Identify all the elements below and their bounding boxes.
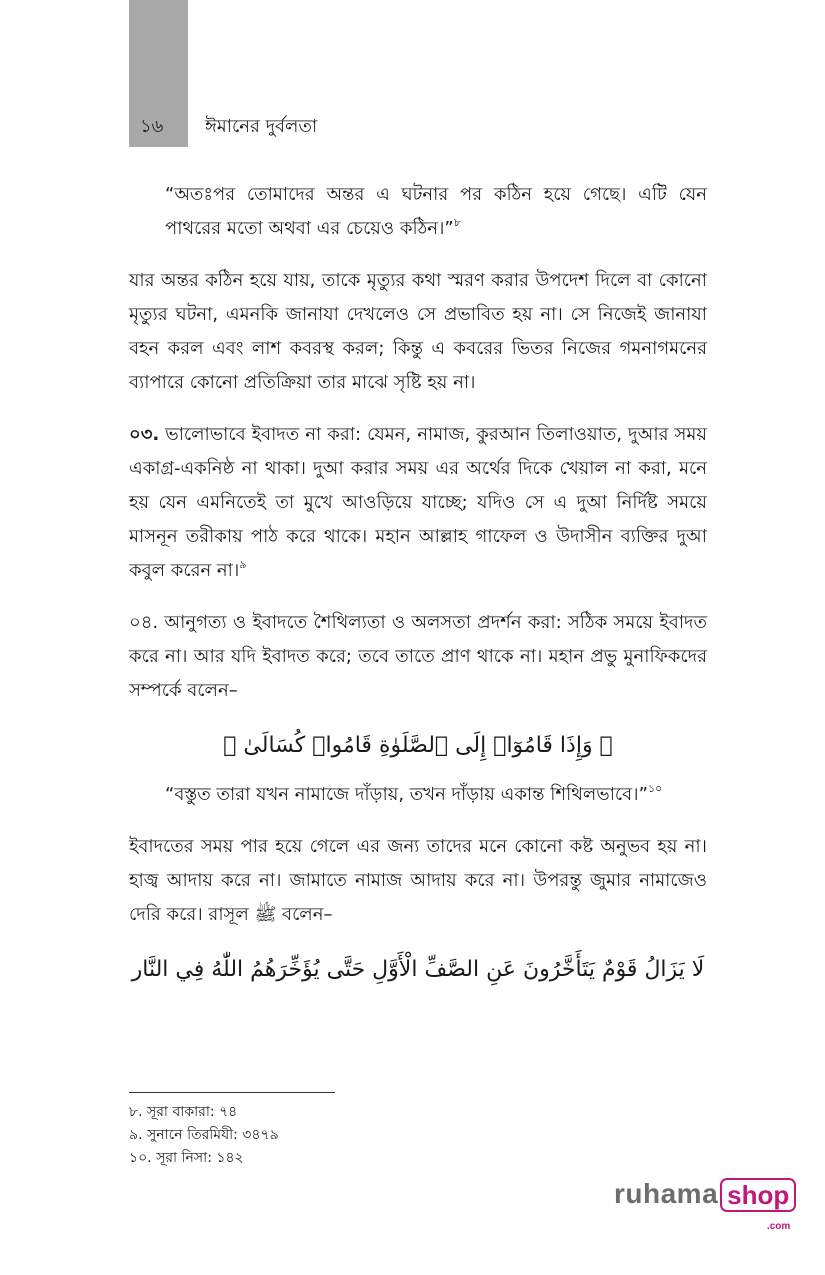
footnote-item: ১০. সূরা নিসা: ১৪২ <box>129 1150 244 1166</box>
quote-text: “অতঃপর তোমাদের অন্তর এ ঘটনার পর কঠিন হয়ে গেছে। এটি যেন পাথরের মতো অথবা এর চেয়েও কঠিন।” <box>165 184 707 239</box>
footnotes <box>129 1092 429 1170</box>
point-number: ০৩. <box>129 424 160 445</box>
brand-shop: shop <box>727 1180 790 1210</box>
footnote-divider <box>129 1092 335 1093</box>
footnote-item: ৯. সুনানে তিরমিযী: ৩৪৭৯ <box>129 1127 279 1143</box>
quote-block <box>129 778 707 812</box>
footnote-ref: ৯ <box>239 558 247 571</box>
brand-name: ruhama <box>614 1178 719 1209</box>
point-item <box>129 606 707 708</box>
footnote-item: ৮. সূরা বাকারা: ৭৪ <box>129 1104 238 1120</box>
brand-shop-box <box>720 1178 796 1232</box>
paragraph: যার অন্তর কঠিন হয়ে যায়, তাকে মৃত্যুর কথা স্মরণ করার উপদেশ দিলে বা কোনো মৃত্যুর ঘটনা, এমনকি জানাযা দেখলেও সে প্রভাবিত হয় না। সে নিজেই জানাযা বহন করল এবং লাশ কবরস্থ করল; কিন্তু এ কবরের ভিতর নিজের গমনাগমনের ব্যাপারে কোনো প্রতিক্রিয়া তার মাঝে সৃষ্টি হয় না। <box>129 270 707 393</box>
point-text: ভালোভাবে ইবাদত না করা: যেমন, নামাজ, কুরআন তিলাওয়াত, দুআর সময় একাগ্র-একনিষ্ঠ না থাকা। দুআ করার সময় এর অর্থের দিকে খেয়াল না করা, মনে হয় যেন এমনিতেই তা মুখে আওড়িয়ে যাচ্ছে; যদিও সে এ দুআ নির্দিষ্ট সময়ে মাসনূন তরীকায় পাঠ করে থাকে। মহান আল্লাহ গাফেল ও উদাসীন ব্যক্তির দুআ কবুল করেন না। <box>129 424 707 581</box>
point-text: আনুগত্য ও ইবাদতে শৈথিল্যতা ও অলসতা প্রদর্শন করা: সঠিক সময়ে ইবাদত করে না। আর যদি ইবাদত করে; তবে তাতে প্রাণ থাকে না। মহান প্রভু মুনাফিকদের সম্পর্কে বলেন– <box>129 612 707 701</box>
page-number: ১৬ <box>140 116 164 137</box>
brand-suffix: .com <box>766 1221 791 1232</box>
point-item <box>129 418 707 588</box>
page-body <box>129 178 707 1002</box>
brand-logo <box>614 1178 796 1232</box>
point-number: ০৪. <box>129 612 159 633</box>
arabic-hadith: لَا يَزَالُ قَوْمٌ يَتَأَخَّرُونَ عَنِ الصَّفِّ الْأَوَّلِ حَتَّى يُؤَخِّرَهُمُ اللّٰهُ فِي النَّار <box>131 957 705 982</box>
arabic-verse: ﴿ وَإِذَا قَامُوٓا۟ إِلَى ٱلصَّلَوٰةِ قَامُوا۟ كُسَالَىٰ ﴾ <box>223 733 613 758</box>
running-title: ঈমানের দুর্বলতা <box>205 116 318 137</box>
quote-block <box>129 178 707 246</box>
footnote-ref: ৮ <box>453 216 461 229</box>
footnote-ref: ১০ <box>647 782 663 795</box>
paragraph: ইবাদতের সময় পার হয়ে গেলে এর জন্য তাদের মনে কোনো কষ্ট অনুভব হয় না। হাজ্ব আদায় করে না। জামাতে নামাজ আদায় করে না। উপরন্তু জুমার নামাজেও দেরি করে। রাসূল ﷺ বলেন– <box>129 836 707 925</box>
quote-text: “বস্তুত তারা যখন নামাজে দাঁড়ায়, তখন দাঁড়ায় একান্ত শিথিলভাবে।” <box>165 784 648 805</box>
